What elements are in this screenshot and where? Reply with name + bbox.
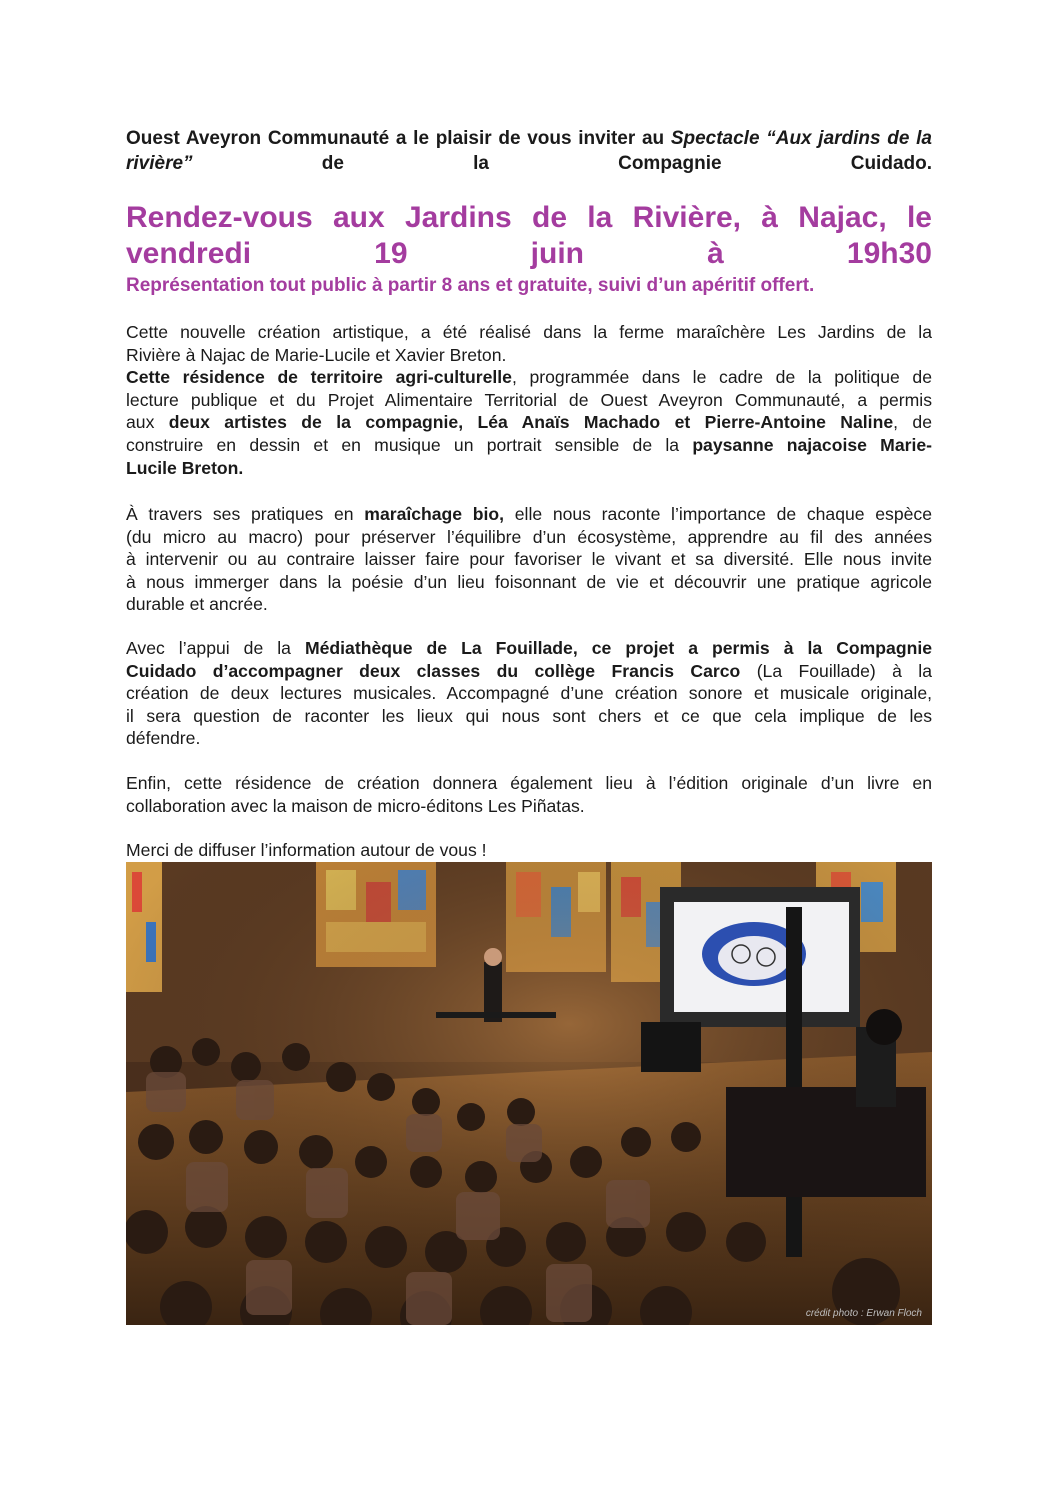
bold-phrase: Médiathèque de La Fouillade, ce projet a permis à la Compagnie bbox=[304, 638, 932, 658]
event-subline: Représentation tout public à partir 8 ans et gratuite, suivi d’un apéritif offert. bbox=[126, 275, 815, 296]
text-line: création de deux lectures musicales. Accompagné d’une création sonore et musicale originale, bbox=[126, 683, 932, 704]
text-line: lecture publique et du Projet Alimentaire Territorial de Ouest Aveyron Communauté, a permis bbox=[126, 389, 932, 410]
intro-lead: Ouest Aveyron Communauté a le plaisir de vous inviter au bbox=[126, 128, 671, 149]
text-fragment: À travers ses pratiques en bbox=[126, 504, 365, 524]
text-line bbox=[126, 457, 932, 480]
text-line bbox=[126, 660, 932, 683]
text-line bbox=[126, 366, 932, 389]
text-line: Merci de diffuser l’information autour de vous ! bbox=[126, 840, 487, 860]
text-line bbox=[126, 503, 932, 526]
paragraph-project bbox=[126, 321, 932, 479]
intro-paragraph bbox=[126, 126, 932, 176]
paragraph-mediatheque bbox=[126, 637, 932, 750]
text-line: défendre. bbox=[126, 728, 201, 749]
text-fragment: aux bbox=[126, 412, 169, 433]
bold-phrase: Cuidado d’accompagner deux classes du collège Francis Carco bbox=[126, 660, 741, 681]
bold-phrase: paysanne najacoise Marie- bbox=[692, 434, 932, 455]
bold-phrase: deux artistes de la compagnie, Léa Anaïs Machado et Pierre-Antoine Naline bbox=[168, 412, 894, 433]
bold-phrase: maraîchage bio, bbox=[364, 504, 505, 524]
text-line bbox=[126, 434, 932, 457]
text-line: il sera question de raconter les lieux qui nous sont chers et ce que cela implique de les bbox=[126, 705, 932, 726]
text-line bbox=[126, 637, 932, 660]
text-line: Cette nouvelle création artistique, a été réalisé dans la ferme maraîchère Les Jardins de la bbox=[126, 322, 932, 342]
text-line: Enfin, cette résidence de création donnera également lieu à l’édition originale d’un livre en bbox=[126, 773, 932, 793]
text-line: à nous immerger dans la poésie d’un lieu foisonnant de vie et découvrir une pratique agricole bbox=[126, 571, 932, 592]
text-fragment: (La Fouillade) à la bbox=[740, 660, 932, 681]
paragraph-practices bbox=[126, 503, 932, 616]
text-fragment: , programmée dans le cadre de la politique de bbox=[511, 367, 932, 388]
bold-phrase: Lucile Breton. bbox=[126, 457, 244, 478]
text-line: collaboration avec la maison de micro-éditons Les Piñatas. bbox=[126, 795, 585, 816]
text-line: (du micro au macro) pour préserver l’équilibre d’un écosystème, apprendre au fil des années bbox=[126, 526, 932, 547]
text-line: Rivière à Najac de Marie-Lucile et Xavier Breton. bbox=[126, 344, 507, 365]
photo-credit: crédit photo : Erwan Floch bbox=[805, 1308, 922, 1319]
show-title: Spectacle “Aux jardins de la rivière” bbox=[126, 128, 932, 174]
text-fragment: Avec l’appui de la bbox=[126, 638, 305, 658]
projection-screen bbox=[660, 887, 860, 1027]
text-fragment: , de bbox=[893, 412, 932, 433]
text-fragment: construire en dessin et en musique un portrait sensible de la bbox=[126, 434, 693, 455]
photo-illustration bbox=[126, 862, 932, 1325]
paragraph-edition bbox=[126, 772, 932, 817]
text-line: à intervenir ou au contraire laisser faire pour favoriser le vivant et sa diversité. Elle nous invite bbox=[126, 549, 932, 570]
bold-phrase: Cette résidence de territoire agri-culturelle bbox=[126, 367, 512, 388]
event-headline: Rendez-vous aux Jardins de la Rivière, à Najac, le vendredi 19 juin à 19h30 bbox=[126, 201, 932, 270]
event-photo bbox=[126, 862, 932, 1325]
intro-tail: de la Compagnie Cuidado. bbox=[192, 153, 932, 174]
text-line: durable et ancrée. bbox=[126, 594, 268, 615]
closing-line bbox=[126, 839, 932, 862]
text-fragment: elle nous raconte l’importance de chaque espèce bbox=[504, 504, 932, 524]
text-line bbox=[126, 411, 932, 434]
